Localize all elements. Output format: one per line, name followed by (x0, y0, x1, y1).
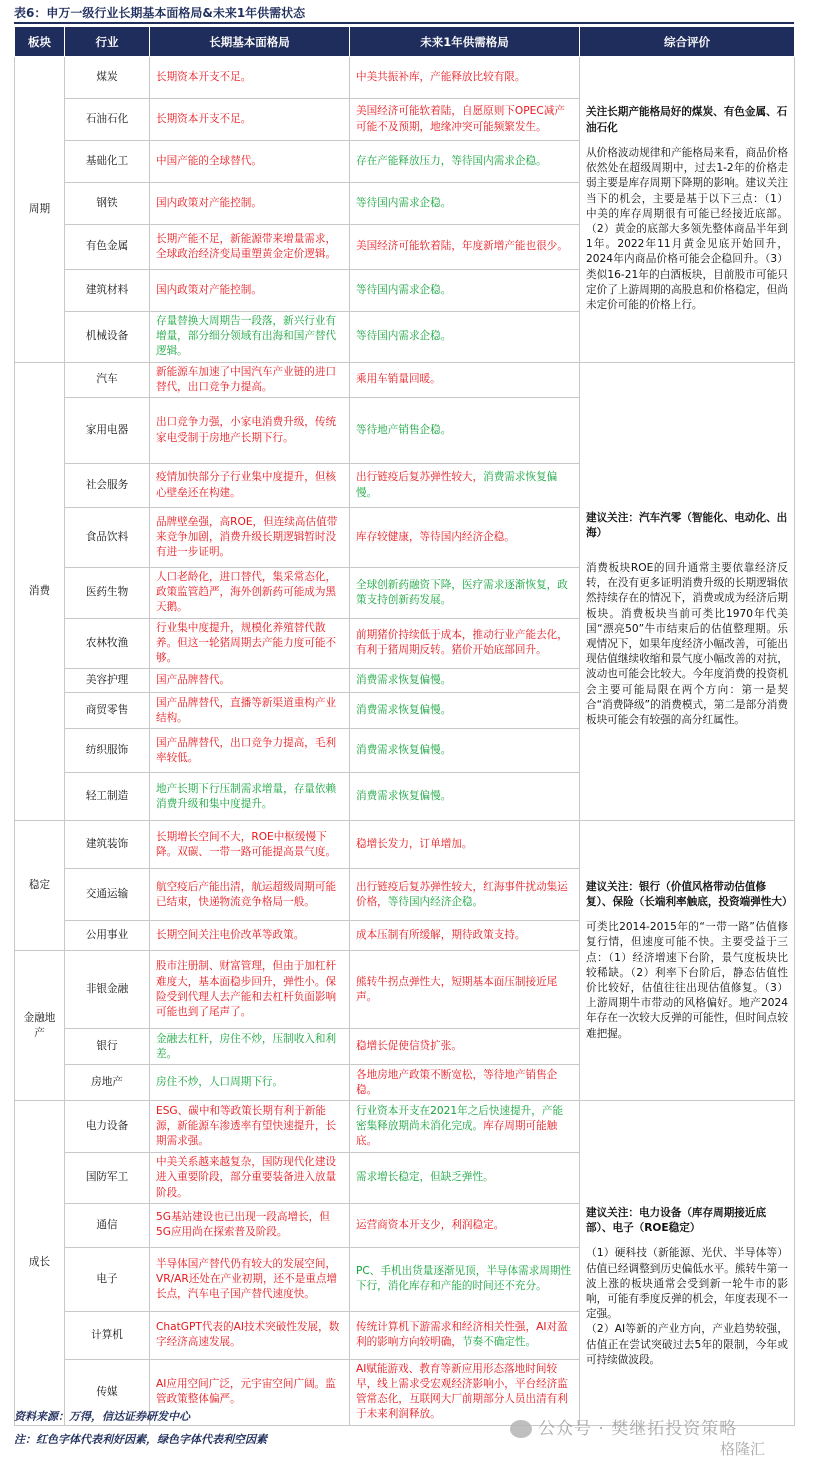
industry-name: 银行 (65, 1029, 150, 1065)
next-year-cell: 稳增长发力，订单增加。 (350, 821, 580, 869)
next-year-cell: 美国经济可能软着陆，自愿原则下OPEC减产可能不及预期，地缘冲突可能频繁发生。 (350, 99, 580, 141)
table-row (15, 57, 795, 99)
industry-table (14, 26, 795, 1426)
long-term-cell: 疫情加快部分子行业集中度提升，但核心壁垒还在构建。 (150, 464, 350, 508)
color-legend-note: 注：红色字体代表利好因素，绿色字体代表利空因素 (14, 1433, 267, 1446)
industry-name: 电子 (65, 1247, 150, 1311)
industry-name: 有色金属 (65, 225, 150, 270)
industry-name: 非银金融 (65, 951, 150, 1029)
header-comment: 综合评价 (580, 27, 795, 57)
next-year-cell: 出行链疫后复苏弹性较大，红海事件扰动集运价格，等待国内经济企稳。 (350, 869, 580, 921)
header-long-term: 长期基本面格局 (150, 27, 350, 57)
long-term-cell: 国产品牌替代，直播等新渠道重构产业结构。 (150, 693, 350, 729)
industry-name: 农林牧渔 (65, 618, 150, 669)
source-note: 资料来源：万得，信达证券研发中心 (14, 1410, 190, 1423)
comment-consumer (580, 362, 795, 821)
industry-name: 纺织服饰 (65, 729, 150, 773)
long-term-cell: 国内政策对产能控制。 (150, 183, 350, 225)
industry-name: 钢铁 (65, 183, 150, 225)
long-term-cell: 国产品牌替代。 (150, 669, 350, 693)
next-year-cell: 等待地产销售企稳。 (350, 398, 580, 464)
next-year-cell: 稳增长促使信贷扩张。 (350, 1029, 580, 1065)
industry-name: 房地产 (65, 1065, 150, 1101)
watermark: 公众号 · 樊继拓投资策略 (510, 1414, 737, 1439)
next-year-cell: 运营商资本开支少，利润稳定。 (350, 1203, 580, 1247)
next-year-cell: 消费需求恢复偏慢。 (350, 773, 580, 821)
brand-watermark: 格隆汇 (720, 1440, 766, 1458)
next-year-cell: 熊转牛拐点弹性大，短期基本面压制接近尾声。 (350, 951, 580, 1029)
comment-body: 从价格波动规律和产能格局来看，商品价格依然处在超级周期中，过去1-2年的价格走弱主要是库存周期下降期的影响。建议关注当下的机会，主要是基于以下三点：（1）中美的库存周期很有可能已经接近底部。（2）黄金的底部大多领先整体商品半年到1年。2022年11月黄金见底开始回升，2024年内商品价格可能会企稳回升。（3）类似16-21年的白酒板块，目前股市可能只定价了上游周期的高股息和价格稳定，但尚未定价可能的价格上行。 (586, 146, 788, 311)
comment-body: （2）AI等新的产业方向，产业趋势较强，估值正在尝试突破过去5年的限制，今年或可持续做波段。 (586, 1323, 788, 1366)
comment-cycle (580, 57, 795, 363)
industry-name: 建筑装饰 (65, 821, 150, 869)
next-year-cell: 库存较健康，等待国内经济企稳。 (350, 508, 580, 568)
long-term-cell: ESG、碳中和等政策长期有利于新能源，新能源车渗透率有望快速提升，长期需求强。 (150, 1101, 350, 1153)
caption-divider (14, 22, 794, 24)
industry-name: 通信 (65, 1203, 150, 1247)
table-row (15, 1101, 795, 1153)
long-term-cell: 新能源车加速了中国汽车产业链的进口替代，出口竞争力提高。 (150, 362, 350, 397)
long-term-cell: 国产品牌替代，出口竞争力提高，毛利率较低。 (150, 729, 350, 773)
table-caption: 表6：申万一级行业长期基本面格局&未来1年供需状态 (14, 6, 306, 20)
long-term-cell: 出口竞争力强，小家电消费升级，传统家电受制于房地产长期下行。 (150, 398, 350, 464)
long-term-cell: 国内政策对产能控制。 (150, 270, 350, 312)
long-term-cell: 5G基站建设也已出现一段高增长，但5G应用尚在探索普及阶段。 (150, 1203, 350, 1247)
table-row (15, 362, 795, 397)
comment-body: 可类比2014-2015年的“一带一路”估值修复行情，但速度可能不快。主要受益于三点：（1）经济增速下台阶，景气度板块比较稀缺。（2）利率下台阶后，静态估值性价比较好，估值往往出现估值修复。（3）上游周期牛市带动的风格偏好。地产2024年存在一次较大反弹的可能性，但时间点较难把握。 (586, 921, 788, 1040)
long-term-cell: 中国产能的全球替代。 (150, 141, 350, 183)
industry-name: 国防军工 (65, 1153, 150, 1204)
industry-name: 传媒 (65, 1359, 150, 1425)
industry-name: 交通运输 (65, 869, 150, 921)
comment-heading: 建议关注：电力设备（库存周期接近底部）、电子（ROE稳定） (586, 1206, 767, 1235)
next-year-cell: 各地房地产政策不断宽松，等待地产销售企稳。 (350, 1065, 580, 1101)
next-year-cell: AI赋能游戏、教育等新应用形态落地时间较早，线上需求受宏观经济影响小，平台经济监管常态化，互联网大厂前期部分人员出清有利于未来利润释放。 (350, 1359, 580, 1425)
long-term-cell: 半导体国产替代仍有较大的发展空间，VR/AR还处在产业初期，还不是重点增长点，汽车电子国产替代速度快。 (150, 1247, 350, 1311)
next-year-cell: 全球创新药融资下降，医疗需求逐渐恢复，政策支持创新药发展。 (350, 568, 580, 619)
sector-cycle: 周期 (15, 57, 65, 363)
next-year-cell: 行业资本开支在2021年之后快速提升，产能密集释放期尚未消化完成。库存周期可能触底。 (350, 1101, 580, 1153)
comment-body: （1）硬科技（新能源、光伏、半导体等）估值已经调整到历史偏低水平。熊转牛第一波上涨的板块通常会受到新一轮牛市的影响，可能有季度反弹的机会，年度表现不一定强。 (586, 1247, 788, 1321)
next-year-cell: PC、手机出货量逐渐见顶，半导体需求周期性下行，消化库存和产能的时间还不充分。 (350, 1247, 580, 1311)
next-year-cell: 成本压制有所缓解，期待政策支持。 (350, 921, 580, 951)
industry-name: 社会服务 (65, 464, 150, 508)
comment-heading: 建议关注：汽车汽零（智能化、电动化、出海） (586, 511, 788, 539)
next-year-cell: 传统计算机下游需求和经济相关性强，AI对盈利的影响方向较明确，节奏不确定性。 (350, 1311, 580, 1359)
industry-name: 医药生物 (65, 568, 150, 619)
sector-consumer: 消费 (15, 362, 65, 821)
industry-name: 建筑材料 (65, 270, 150, 312)
long-term-cell: 存量替换大周期告一段落，新兴行业有增量，部分细分领域有出海和国产替代逻辑。 (150, 312, 350, 363)
sector-growth: 成长 (15, 1101, 65, 1425)
industry-name: 电力设备 (65, 1101, 150, 1153)
comment-body: 消费板块ROE的回升通常主要依靠经济反转，在没有更多证明消费升级的长期逻辑依然持续存在的情况下，消费或成为经济后期板块。消费板块当前可类比1970年代美国“漂亮50”牛市结束后的估值整理期。乐观情况下，如果年度经济小幅改善，可能出现估值继续收缩和景气度小幅改善的对抗，波动也可能会比较大。今年度消费的投资机会主要可能局限在两个方向：第一是契合“消费降级”的消费模式，第二是部分消费板块可能会有较强的高分红属性。 (586, 562, 788, 727)
industry-name: 轻工制造 (65, 773, 150, 821)
comment-stable (580, 821, 795, 1101)
next-year-cell: 消费需求恢复偏慢。 (350, 729, 580, 773)
comment-heading: 建议关注：银行（价值风格带动估值修复）、保险（长端利率触底，投资端弹性大） (586, 880, 793, 908)
industry-name: 美容护理 (65, 669, 150, 693)
next-year-cell: 等待国内需求企稳。 (350, 270, 580, 312)
long-term-cell: 长期资本开支不足。 (150, 99, 350, 141)
long-term-cell: 航空疫后产能出清，航运超级周期可能已结束，快递物流竞争格局一般。 (150, 869, 350, 921)
header-next-year: 未来1年供需格局 (350, 27, 580, 57)
industry-name: 机械设备 (65, 312, 150, 363)
long-term-cell: 长期资本开支不足。 (150, 57, 350, 99)
next-year-cell: 等待国内需求企稳。 (350, 183, 580, 225)
industry-name: 商贸零售 (65, 693, 150, 729)
long-term-cell: 行业集中度提升，规模化养殖替代散养。但这一轮猪周期去产能力度可能不够。 (150, 618, 350, 669)
next-year-cell: 美国经济可能软着陆，年度新增产能也很少。 (350, 225, 580, 270)
header-sector: 板块 (15, 27, 65, 57)
next-year-cell: 出行链疫后复苏弹性较大，消费需求恢复偏慢。 (350, 464, 580, 508)
industry-name: 煤炭 (65, 57, 150, 99)
industry-name: 石油石化 (65, 99, 150, 141)
long-term-cell: 长期产能不足，新能源带来增量需求，全球政治经济变局重塑黄金定价逻辑。 (150, 225, 350, 270)
long-term-cell: ChatGPT代表的AI技术突破性发展，数字经济高速发展。 (150, 1311, 350, 1359)
next-year-cell: 消费需求恢复偏慢。 (350, 693, 580, 729)
long-term-cell: 品牌壁垒强，高ROE，但连续高估值带来竞争加剧，消费升级长期逻辑暂时没有进一步证明。 (150, 508, 350, 568)
sector-stable: 稳定 (15, 821, 65, 951)
comment-heading: 关注长期产能格局好的煤炭、有色金属、石油石化 (586, 106, 788, 134)
long-term-cell: 长期空间关注电价改革等政策。 (150, 921, 350, 951)
next-year-cell: 消费需求恢复偏慢。 (350, 669, 580, 693)
table-row (15, 821, 795, 869)
next-year-cell: 乘用车销量回暖。 (350, 362, 580, 397)
comment-growth (580, 1101, 795, 1425)
next-year-cell: 存在产能释放压力，等待国内需求企稳。 (350, 141, 580, 183)
long-term-cell: AI应用空间广泛，元宇宙空间广阔。监管政策整体偏严。 (150, 1359, 350, 1425)
long-term-cell: 股市注册制、财富管理，但由于加杠杆难度大，基本面稳步回升，弹性小。保险受到代理人去产能和去杠杆负面影响可能也到了尾声了。 (150, 951, 350, 1029)
industry-name: 食品饮料 (65, 508, 150, 568)
next-year-cell: 中美共振补库，产能释放比较有限。 (350, 57, 580, 99)
header-industry: 行业 (65, 27, 150, 57)
next-year-cell: 前期猪价持续低于成本，推动行业产能去化，有利于猪周期反转。猪价开始底部回升。 (350, 618, 580, 669)
next-year-cell: 等待国内需求企稳。 (350, 312, 580, 363)
long-term-cell: 金融去杠杆，房住不炒，压制收入和利差。 (150, 1029, 350, 1065)
sector-finance: 金融地产 (15, 951, 65, 1101)
next-year-cell: 需求增长稳定，但缺乏弹性。 (350, 1153, 580, 1204)
industry-name: 汽车 (65, 362, 150, 397)
industry-name: 计算机 (65, 1311, 150, 1359)
long-term-cell: 长期增长空间不大，ROE中枢缓慢下降。双碳、一带一路可能提高景气度。 (150, 821, 350, 869)
long-term-cell: 中美关系越来越复杂，国防现代化建设进入重要阶段，部分重要装备进入放量阶段。 (150, 1153, 350, 1204)
wechat-icon (510, 1420, 532, 1438)
long-term-cell: 房住不炒，人口周期下行。 (150, 1065, 350, 1101)
long-term-cell: 地产长期下行压制需求增量，存量依赖消费升级和集中度提升。 (150, 773, 350, 821)
table-header-row (15, 27, 795, 57)
industry-name: 基础化工 (65, 141, 150, 183)
long-term-cell: 人口老龄化，进口替代，集采常态化，政策监管趋严，海外创新药可能成为黑天鹅。 (150, 568, 350, 619)
industry-name: 家用电器 (65, 398, 150, 464)
industry-name: 公用事业 (65, 921, 150, 951)
